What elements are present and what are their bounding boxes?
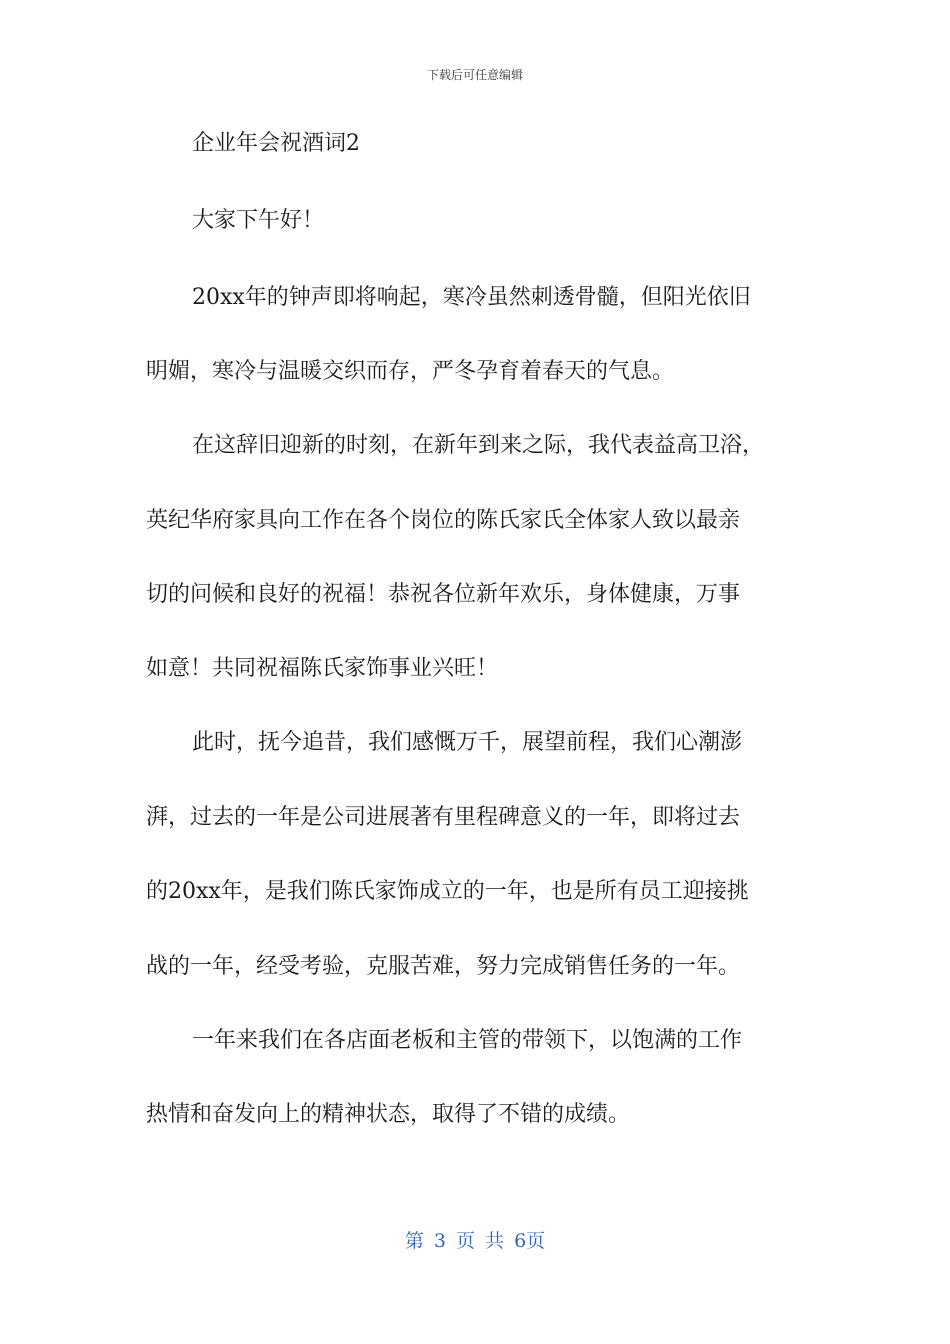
paragraph-2-line-2: 英纪华府家具向工作在各个岗位的陈氏家氏全体家人致以最亲 <box>146 508 741 533</box>
paragraph-4-line-2: 热情和奋发向上的精神状态，取得了不错的成绩。 <box>146 1102 631 1127</box>
page-footer: 第 3 页 共 6页 <box>404 1230 546 1252</box>
paragraph-4-line-1: 一年来我们在各店面老板和主管的带领下，以饱满的工作 <box>192 1028 743 1053</box>
paragraph-2-line-3: 切的问候和良好的祝福！恭祝各位新年欢乐，身体健康，万事 <box>146 582 741 607</box>
paragraph-3-line-4: 战的一年，经受考验，克服苦难，努力完成销售任务的一年。 <box>146 954 741 979</box>
greeting: 大家下午好！ <box>192 208 325 233</box>
paragraph-3-line-2: 湃，过去的一年是公司进展著有里程碑意义的一年，即将过去 <box>146 805 741 830</box>
header-note: 下载后可任意编辑 <box>426 68 523 82</box>
paragraph-3-line-3: 的20xx年，是我们陈氏家饰成立的一年，也是所有员工迎接挑 <box>146 879 749 904</box>
document-title: 企业年会祝酒词2 <box>192 131 360 156</box>
paragraph-2-line-1: 在这辞旧迎新的时刻，在新年到来之际，我代表益高卫浴， <box>192 433 765 458</box>
paragraph-1-line-2: 明媚，寒冷与温暖交织而存，严冬孕育着春天的气息。 <box>146 359 675 384</box>
paragraph-2-line-4: 如意！共同祝福陈氏家饰事业兴旺！ <box>146 656 499 681</box>
paragraph-3-line-1: 此时，抚今追昔，我们感慨万千，展望前程，我们心潮澎 <box>192 730 743 755</box>
paragraph-1-line-1: 20xx年的钟声即将响起，寒冷虽然刺透骨髓，但阳光依旧 <box>192 285 751 310</box>
